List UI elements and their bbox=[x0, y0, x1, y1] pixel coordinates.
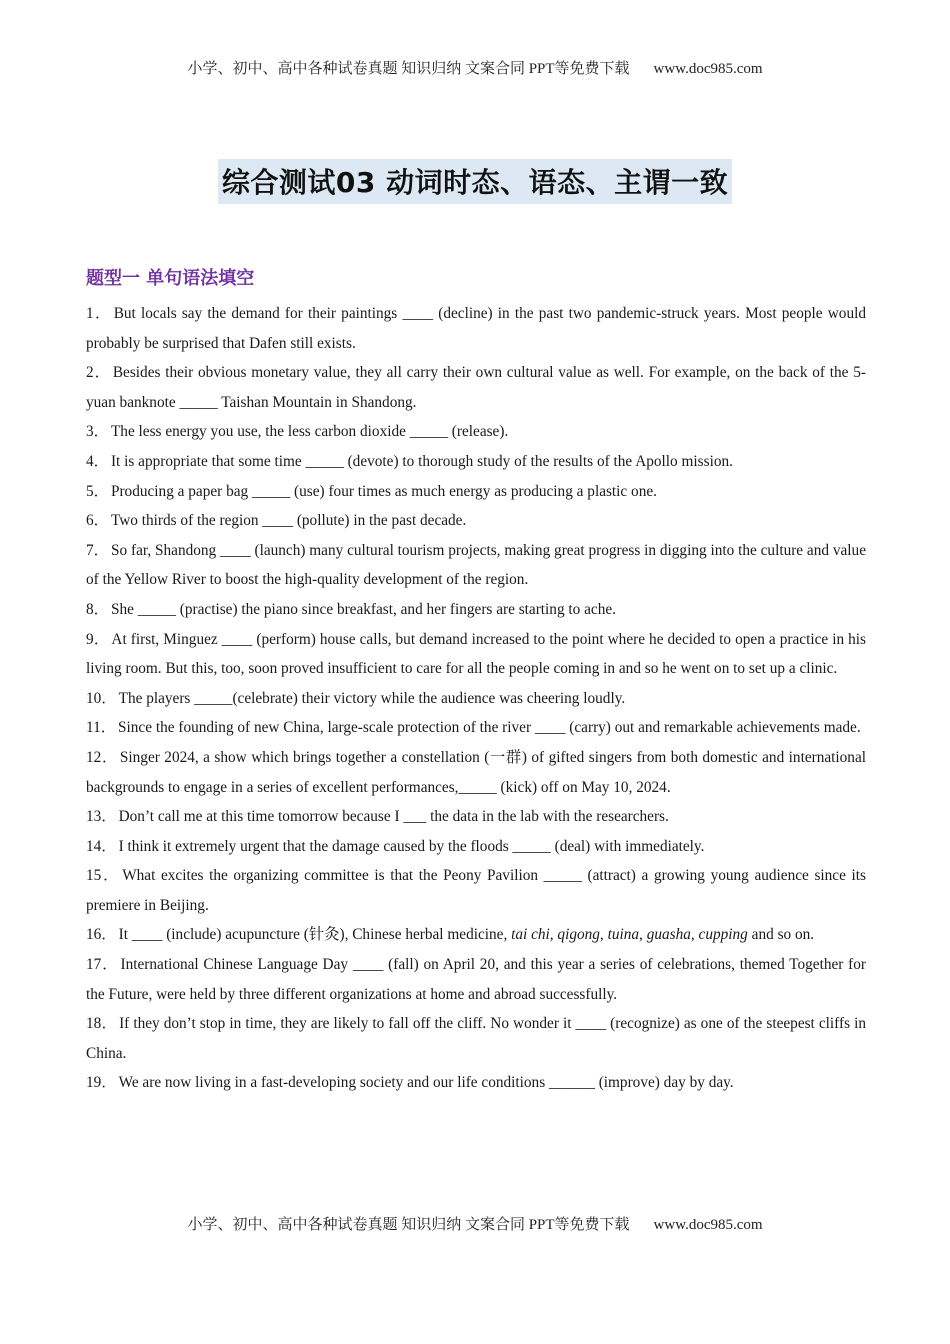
question-3 bbox=[86, 417, 866, 447]
question-number: 5． bbox=[86, 482, 109, 500]
question-number: 12． bbox=[86, 748, 118, 766]
header-text: 小学、初中、高中各种试卷真题 知识归纳 文案合同 PPT等免费下载 bbox=[187, 61, 630, 77]
question-number: 7． bbox=[86, 541, 109, 559]
question-text: So far, Shandong ____ (launch) many cultural tourism projects, making great progress in digging into the culture and value of the Yellow River to boost the high-quality development of the region. bbox=[86, 541, 866, 589]
separator: , bbox=[639, 926, 647, 944]
question-number: 8． bbox=[86, 600, 109, 618]
question-19 bbox=[86, 1068, 866, 1098]
question-number: 11． bbox=[86, 719, 117, 737]
question-7 bbox=[86, 536, 866, 595]
question-number: 9． bbox=[86, 630, 110, 648]
footer-text: 小学、初中、高中各种试卷真题 知识归纳 文案合同 PPT等免费下载 bbox=[187, 1217, 630, 1233]
question-text: Since the founding of new China, large-scale protection of the river ____ (carry) out and remarkable achievements made. bbox=[118, 719, 861, 737]
term-tuina: tuina bbox=[607, 926, 640, 944]
question-12 bbox=[86, 743, 866, 802]
separator: , bbox=[690, 926, 699, 944]
header-link[interactable]: www.doc985.com bbox=[653, 61, 763, 77]
question-text: What excites the organizing committee is that the Peony Pavilion _____ (attract) a growing young audience since its premiere in Beijing. bbox=[86, 867, 866, 914]
question-list bbox=[86, 299, 866, 1098]
page-header bbox=[0, 57, 950, 78]
question-number: 13． bbox=[86, 808, 117, 826]
question-5 bbox=[86, 477, 866, 507]
question-text: Don’t call me at this time tomorrow because I ___ the data in the lab with the researchers. bbox=[118, 808, 669, 826]
question-number: 1． bbox=[86, 305, 112, 322]
question-text: It is appropriate that some time _____ (devote) to thorough study of the results of the Apollo mission. bbox=[110, 452, 733, 470]
question-text: The players _____(celebrate) their victory while the audience was cheering loudly. bbox=[118, 689, 626, 707]
footer-link[interactable]: www.doc985.com bbox=[653, 1217, 763, 1233]
question-number: 17． bbox=[86, 956, 119, 974]
question-text: Singer 2024, a show which brings together a constellation (一群) of gifted singers from both domestic and international backgrounds to engage in a series of excellent performances,_____ (kick) off on May 10, 2024. bbox=[86, 748, 866, 796]
question-number: 3． bbox=[86, 423, 109, 441]
term-guasha: guasha bbox=[646, 926, 691, 944]
question-9 bbox=[86, 625, 866, 684]
term-cupping: cupping bbox=[698, 926, 748, 944]
question-17 bbox=[86, 950, 866, 1009]
question-number: 14． bbox=[86, 837, 117, 855]
question-15 bbox=[86, 861, 866, 920]
question-8 bbox=[86, 595, 866, 625]
question-text: We are now living in a fast-developing society and our life conditions ______ (improve) day by day. bbox=[118, 1074, 734, 1092]
question-1 bbox=[86, 299, 866, 358]
question-text: At first, Minguez ____ (perform) house calls, but demand increased to the point where he decided to open a practice in his living room. But this, too, soon proved insufficient to care for all the people coming in and so he went on to set up a clinic. bbox=[86, 630, 867, 678]
question-18 bbox=[86, 1009, 866, 1068]
question-text: Besides their obvious monetary value, they all carry their own cultural value as well. For example, on the back of the 5-yuan banknote _____ Taishan Mountain in Shandong. bbox=[86, 364, 866, 411]
question-14 bbox=[86, 832, 866, 862]
separator: , bbox=[549, 926, 558, 944]
question-text: Two thirds of the region ____ (pollute) in the past decade. bbox=[110, 512, 467, 530]
question-10 bbox=[86, 684, 866, 714]
question-text: It ____ (include) acupuncture (针灸), Chinese herbal medicine, bbox=[118, 926, 512, 944]
page-title: 综合测试03 动词时态、语态、主谓一致 bbox=[218, 159, 732, 204]
separator: , bbox=[599, 926, 608, 944]
question-11 bbox=[86, 713, 866, 743]
question-number: 2． bbox=[86, 364, 111, 382]
question-text: The less energy you use, the less carbon dioxide _____ (release). bbox=[110, 423, 509, 441]
question-text: But locals say the demand for their paintings ____ (decline) in the past two pandemic-struck years. Most people would probably be surprised that Dafen still exists. bbox=[86, 305, 866, 352]
question-text: She _____ (practise) the piano since breakfast, and her fingers are starting to ache. bbox=[110, 600, 616, 618]
question-4 bbox=[86, 447, 866, 477]
question-2 bbox=[86, 358, 866, 417]
question-13 bbox=[86, 802, 866, 832]
question-text-end: and so on. bbox=[747, 926, 815, 944]
term-qigong: qigong bbox=[557, 926, 600, 944]
question-text: International Chinese Language Day ____ (fall) on April 20, and this year a series of celebrations, themed Together for the Future, were held by three different organizations at home and abroad successfully. bbox=[86, 956, 866, 1003]
question-number: 10． bbox=[86, 689, 117, 707]
term-tai-chi: tai chi bbox=[511, 926, 550, 944]
question-text: If they don’t stop in time, they are likely to fall off the cliff. No wonder it ____ (recognize) as one of the steepest cliffs in China. bbox=[86, 1015, 866, 1062]
question-text: I think it extremely urgent that the damage caused by the floods _____ (deal) with immediately. bbox=[118, 837, 705, 855]
question-number: 19． bbox=[86, 1074, 117, 1092]
question-number: 18． bbox=[86, 1015, 118, 1033]
question-6 bbox=[86, 506, 866, 536]
question-number: 6． bbox=[86, 512, 109, 530]
title-wrapper bbox=[0, 159, 950, 204]
question-number: 4． bbox=[86, 452, 109, 470]
question-text: Producing a paper bag _____ (use) four times as much energy as producing a plastic one. bbox=[110, 482, 657, 500]
question-number: 15． bbox=[86, 867, 121, 885]
question-16 bbox=[86, 920, 866, 950]
page-footer bbox=[0, 1213, 950, 1234]
section-title: 题型一 单句语法填空 bbox=[86, 268, 255, 289]
question-number: 16． bbox=[86, 926, 117, 944]
